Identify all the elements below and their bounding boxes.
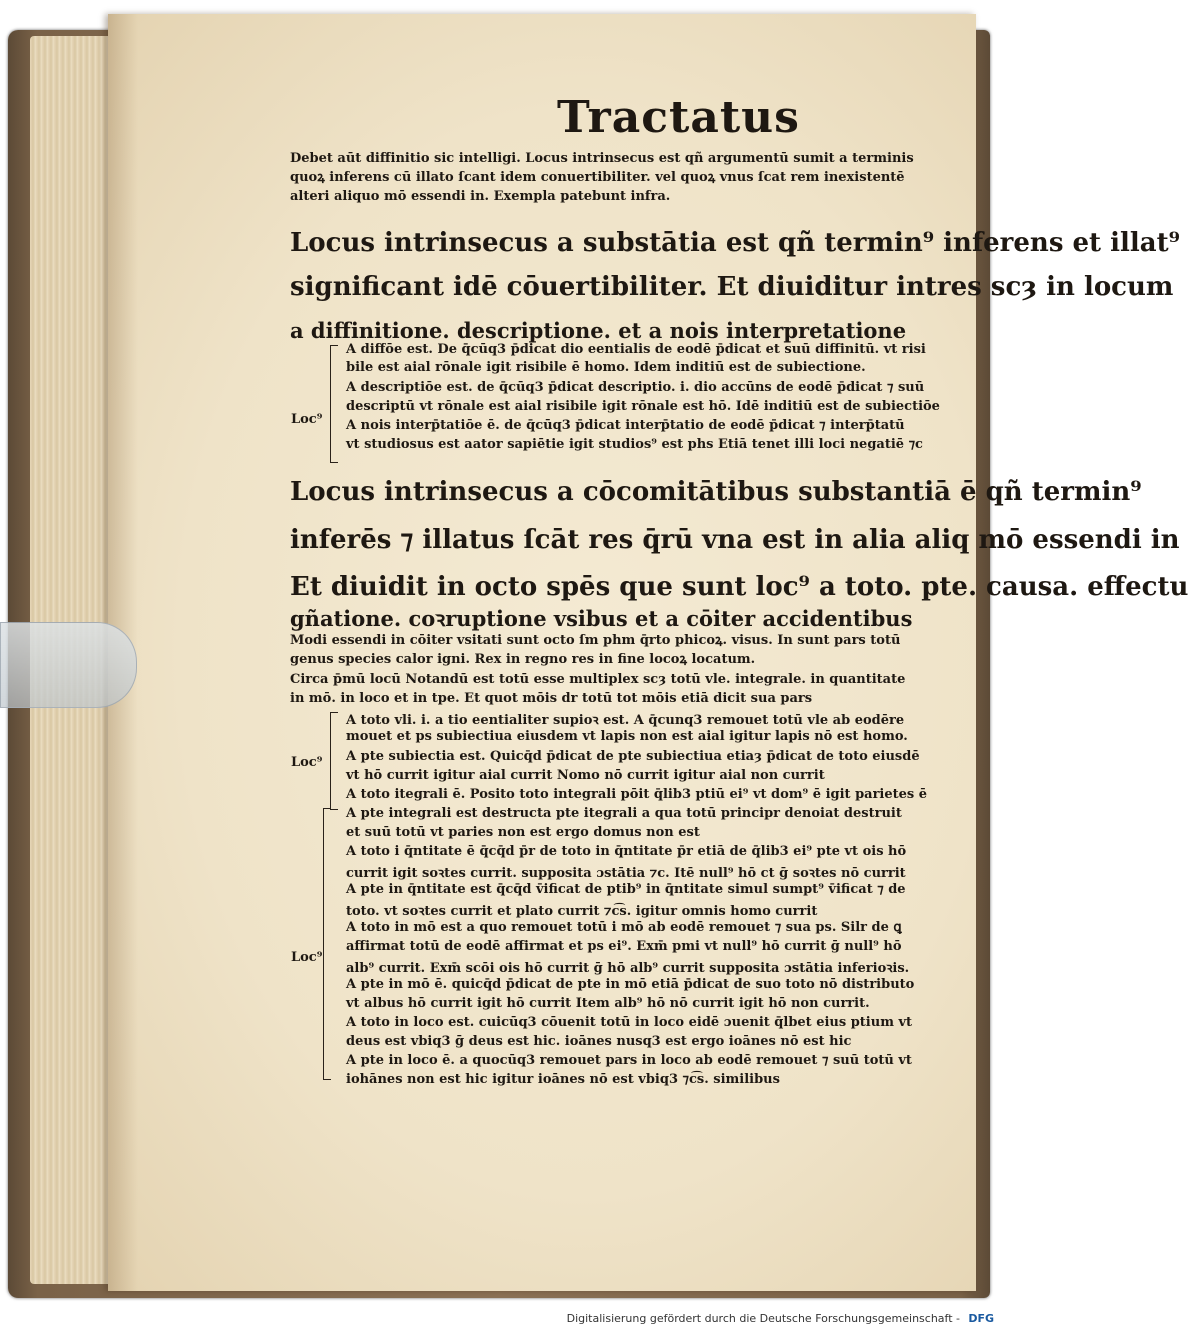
section1-note-5: A nois interp̄tatiōe ē. de q̄cūq3 p̄dicat interp̄tatio de eodē p̄dicat ⁊ interp̄tatū [346,418,905,433]
section2-note-4: vt hō currit igitur aial currit Nomo nō currit igitur aial non currit [346,768,825,783]
section2-note-16: vt albus hō currit igit hō currit Item alb⁹ hō nō currit igit hō non currit. [346,996,870,1011]
section2-intro-1: Modi essendi in cōiter vsitati sunt octo ſm phm q̄rto phicoꝝ. visus. In sunt pars totū [290,633,901,648]
section2-note-10: A pte in q̄ntitate est q̄cq̄d v̄ificat de ptib⁹ in q̄ntitate simul sumpt⁹ v̄ificat ⁊ de [346,882,906,897]
section2-note-7: et suū totū vt paries non est ergo domus non est [346,825,700,840]
section2-note-3: A pte subiectia est. Quicq̄d p̄dicat de pte subiectiua etiaȝ p̄dicat de toto eiusdē [346,749,920,764]
section2-brace-2 [323,808,324,1080]
section2-note-2: mouet et ps subiectiua eiusdem vt lapis non est aial igitur lapis nō est homo. [346,729,908,744]
section2-note-5: A toto itegrali ē. Posito toto integrali pōit q̄lib3 ptiū ei⁹ vt dom⁹ ē igit parietes ē [346,787,928,802]
plastic-page-holder [0,622,137,708]
section1-note-3: A descriptiōe est. de q̄cūq3 p̄dicat descriptio. i. dio accūns de eodē p̄dicat ⁊ suū [346,380,925,395]
section2-note-13: affirmat totū de eodē affirmat et ps ei⁹. Exm̄ pmi vt null⁹ hō currit ḡ null⁹ hō [346,939,902,954]
section1-note-1: A diffōe est. De q̄cūq3 p̄dicat dio eentialis de eodē p̄dicat et suū diffinitū. vt risi [346,342,926,357]
section2-note-1: A toto vli. i. a tio eentialiter supioꝛ est. A q̄cunq3 remouet totū vle ab eodēre [346,713,905,728]
section2-note-9: currit igit soꝛtes currit. supposita ɔstātia ⁊c. Itē null⁹ hō ct ḡ soꝛtes nō currit [346,866,906,881]
section2-note-6: A pte integrali est destructa pte itegrali a qua totū principr denoiat destruit [346,806,902,821]
section1-note-6: vt studiosus est aator sapiētie igit studios⁹ est phs Etiā tenet illi loci negatiē ⁊c [346,437,923,452]
section1-brace [330,345,331,463]
section2-intro-2: genus species calor igni. Rex in regno res in fine locoꝝ locatum. [290,652,756,667]
loc-label-1: Loc⁹ [291,412,323,427]
section2-note-11: toto. vt soꝛtes currit et plato currit ⁊c͡s. igitur omnis homo currit [346,904,818,919]
section2-note-19: A pte in loco ē. a quocūq3 remouet pars in loco ab eodē remouet ⁊ suū totū vt [346,1053,912,1068]
section2-intro-3: Circa p̄mū locū Notandū est totū esse multiplex scȝ totū vle. integrale. in quantitate [290,672,906,687]
section1-line-2: significant idē cōuertibiliter. Et diuiditur intres scȝ in locum [290,272,1174,302]
section2-line-1: Locus intrinsecus a cōcomitātibus substantiā ē qñ termin⁹ [290,477,1142,507]
section1-line-3: a diffinitione. descriptione. et a nois interpretatione [290,318,907,343]
section2-line-4: gñatione. coꝛruptione vsibus et a cōiter accidentibus [290,606,913,631]
section2-line-2: inferēs ⁊ illatus ſcāt res q̄rū vna est in alia aliq mō essendi in [290,525,1180,555]
section1-note-2: bile est aial rōnale igit risibile ē homo. Idem inditiū est de subiectione. [346,360,866,375]
intro-line-3: alteri aliquo mō essendi in. Exempla patebunt infra. [290,189,671,204]
section2-note-14: alb⁹ currit. Exm̄ scōi ois hō currit ḡ hō alb⁹ currit supposita ɔstātia inferioꝛis. [346,961,910,976]
section2-note-8: A toto i q̄ntitate ē q̄cq̄d p̄r de toto in q̄ntitate p̄r etiā de q̄lib3 ei⁹ pte vt ois hō [346,844,907,859]
dfg-logo: DFG [968,1312,994,1325]
loc-label-2: Loc⁹ [291,755,323,770]
section2-intro-4: in mō. in loco et in tpe. Et quot mōis dr totū tot mōis etiā dicit sua pars [290,691,813,706]
section1-note-4: descriptū vt rōnale est aial risibile igit rōnale est hō. Idē inditiū est de subiectiōe [346,399,940,414]
section2-note-17: A toto in loco est. cuicūq3 cōuenit totū in loco eidē ɔuenit q̄lbet eius ptium vt [346,1015,913,1030]
section2-note-20: iohānes non est hic igitur ioānes nō est vbiq3 ⁊c͡s. similibus [346,1072,780,1087]
section2-note-18: deus est vbiq3 ḡ deus est hic. ioānes nusq3 est ergo ioānes nō est hic [346,1034,852,1049]
section1-line-1: Locus intrinsecus a substātia est qñ termin⁹ inferens et illat⁹ [290,228,1180,258]
page-title: Tractatus [557,92,800,143]
footer-credit: Digitalisierung gefördert durch die Deutsche Forschungsgemeinschaft - [566,1312,960,1325]
section2-brace-1 [330,712,331,810]
section2-note-15: A pte in mō ē. quicq̄d p̄dicat de pte in mō etiā p̄dicat de suo toto nō distributo [346,977,915,992]
section2-note-12: A toto in mō est a quo remouet totū i mō ab eodē remouet ⁊ sua ps. Silr de ꝗ [346,920,902,935]
section2-line-3: Et diuidit in octo spēs que sunt loc⁹ a toto. pte. causa. effectu [290,572,1188,602]
intro-line-1: Debet aūt diffinitio sic intelligi. Locus intrinsecus est qñ argumentū sumit a terminis [290,151,914,166]
loc-label-3: Loc⁹ [291,950,323,965]
intro-line-2: quoꝝ inferens cū illato ſcant idem conuertibiliter. vel quoꝝ vnus ſcat rem inexistentē [290,170,905,185]
